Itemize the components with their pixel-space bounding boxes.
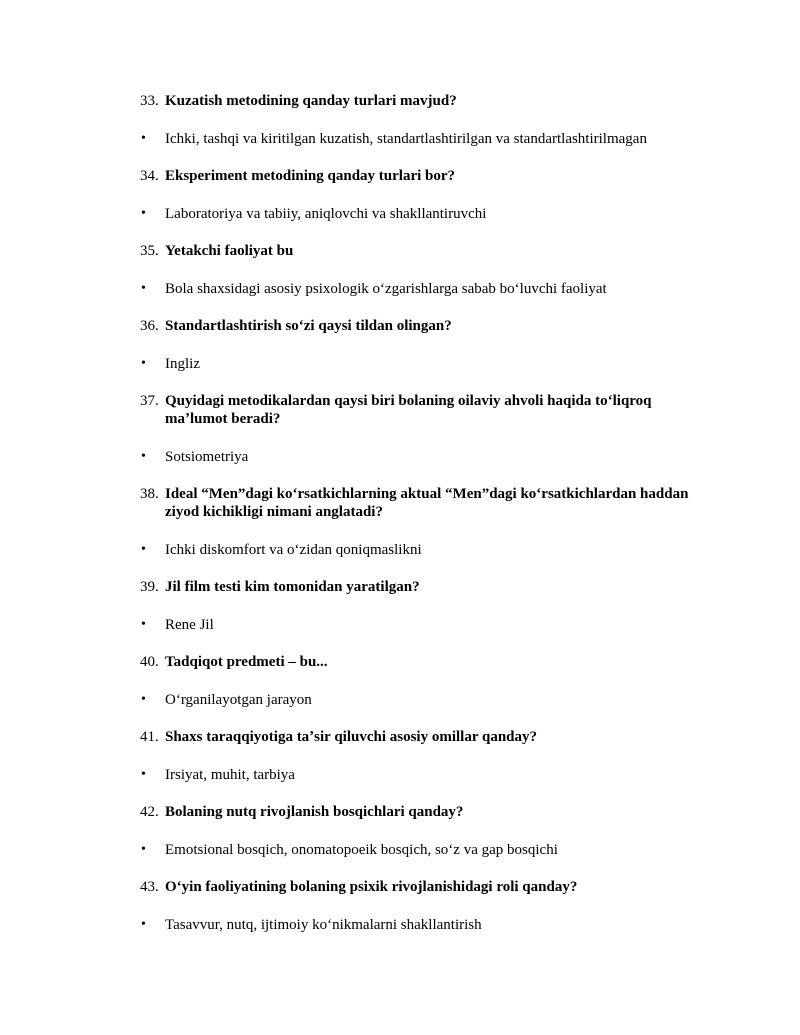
answer-37 bbox=[140, 448, 700, 466]
bullet-icon: • bbox=[141, 617, 146, 632]
question-41 bbox=[140, 728, 700, 746]
answer-text: Oʻrganilayotgan jarayon bbox=[165, 692, 312, 708]
question-38 bbox=[140, 485, 700, 521]
question-39 bbox=[140, 578, 700, 596]
question-text: Eksperiment metodining qanday turlari bor? bbox=[165, 168, 456, 184]
answer-36 bbox=[140, 355, 700, 373]
answer-33 bbox=[140, 130, 700, 148]
answer-41 bbox=[140, 766, 700, 784]
bullet-icon: • bbox=[141, 281, 146, 296]
question-34 bbox=[140, 167, 700, 185]
question-number: 38. bbox=[140, 486, 159, 502]
answer-text: Ichki diskomfort va oʻzidan qoniqmaslikni bbox=[165, 542, 422, 558]
bullet-icon: • bbox=[141, 692, 146, 707]
bullet-icon: • bbox=[141, 206, 146, 221]
question-35 bbox=[140, 242, 700, 260]
bullet-icon: • bbox=[141, 356, 146, 371]
question-text: Standartlashtirish soʻzi qaysi tildan olingan? bbox=[165, 318, 452, 334]
answer-text: Emotsional bosqich, onomatopoeik bosqich, soʻz va gap bosqichi bbox=[165, 842, 558, 858]
question-43 bbox=[140, 878, 700, 896]
answer-text: Laboratoriya va tabiiy, aniqlovchi va shakllantiruvchi bbox=[165, 206, 487, 222]
answer-38 bbox=[140, 541, 700, 559]
question-42 bbox=[140, 803, 700, 821]
answer-39 bbox=[140, 616, 700, 634]
question-36 bbox=[140, 317, 700, 335]
answer-34 bbox=[140, 205, 700, 223]
answer-text: Tasavvur, nutq, ijtimoiy koʻnikmalarni shakllantirish bbox=[165, 917, 482, 933]
question-number: 43. bbox=[140, 879, 159, 895]
bullet-icon: • bbox=[141, 767, 146, 782]
bullet-icon: • bbox=[141, 917, 146, 932]
question-33 bbox=[140, 92, 700, 110]
question-text: Tadqiqot predmeti – bu... bbox=[165, 654, 328, 670]
question-37 bbox=[140, 392, 700, 428]
question-number: 33. bbox=[140, 93, 159, 109]
question-number: 40. bbox=[140, 654, 159, 670]
question-number: 35. bbox=[140, 243, 159, 259]
question-text: Shaxs taraqqiyotiga taʼsir qiluvchi asosiy omillar qanday? bbox=[165, 729, 538, 745]
bullet-icon: • bbox=[141, 542, 146, 557]
question-text: Kuzatish metodining qanday turlari mavjud? bbox=[165, 93, 457, 109]
answer-35 bbox=[140, 280, 700, 298]
question-number: 36. bbox=[140, 318, 159, 334]
question-40 bbox=[140, 653, 700, 671]
question-number: 37. bbox=[140, 393, 159, 409]
answer-text: Ingliz bbox=[165, 356, 200, 372]
answer-42 bbox=[140, 841, 700, 859]
bullet-icon: • bbox=[141, 131, 146, 146]
bullet-icon: • bbox=[141, 449, 146, 464]
question-text: Bolaning nutq rivojlanish bosqichlari qanday? bbox=[165, 804, 464, 820]
question-text: Ideal “Men”dagi koʻrsatkichlarning aktual “Men”dagi koʻrsatkichlardan haddan ziyod kichikligi nimani anglatadi? bbox=[165, 486, 689, 520]
question-answer-list bbox=[140, 92, 700, 953]
answer-text: Bola shaxsidagi asosiy psixologik oʻzgarishlarga sabab boʻluvchi faoliyat bbox=[165, 281, 607, 297]
bullet-icon: • bbox=[141, 842, 146, 857]
question-text: Jil film testi kim tomonidan yaratilgan? bbox=[165, 579, 420, 595]
answer-text: Rene Jil bbox=[165, 617, 214, 633]
question-number: 42. bbox=[140, 804, 159, 820]
answer-text: Sotsiometriya bbox=[165, 449, 249, 465]
answer-40 bbox=[140, 691, 700, 709]
answer-text: Irsiyat, muhit, tarbiya bbox=[165, 767, 295, 783]
answer-text: Ichki, tashqi va kiritilgan kuzatish, standartlashtirilgan va standartlashtirilmagan bbox=[165, 131, 647, 147]
question-number: 34. bbox=[140, 168, 159, 184]
answer-43 bbox=[140, 916, 700, 934]
question-text: Yetakchi faoliyat bu bbox=[165, 243, 294, 259]
question-text: Oʻyin faoliyatining bolaning psixik rivojlanishidagi roli qanday? bbox=[165, 879, 578, 895]
question-text: Quyidagi metodikalardan qaysi biri bolaning oilaviy ahvoli haqida toʻliqroq maʼlumot beradi? bbox=[165, 393, 652, 427]
question-number: 39. bbox=[140, 579, 159, 595]
question-number: 41. bbox=[140, 729, 159, 745]
